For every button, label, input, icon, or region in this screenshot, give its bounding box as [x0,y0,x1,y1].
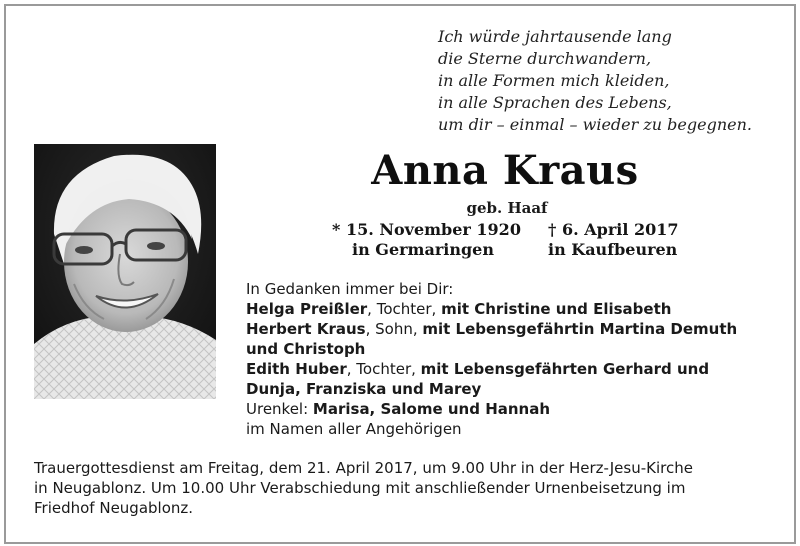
mourner-family: Dunja, Franziska und Marey [246,380,482,398]
mourner-line [246,319,776,339]
death-date: † 6. April 2017 [548,220,679,239]
poem-line: Ich würde jahrtausende lang [438,27,672,46]
mourner-line [246,339,776,359]
mourner-line [246,299,776,319]
great-grandchildren-label: Urenkel: [246,400,313,418]
great-grandchildren-names: Marisa, Salome und Hannah [312,400,551,418]
birth-info [332,220,521,260]
poem-line: um dir – einmal – wieder zu begegnen. [438,115,753,134]
mourner-relation: , Tochter, [367,300,442,318]
service-line: in Neugablonz. Um 10.00 Uhr Verabschiedung mit anschließender Urnenbeisetzung im [34,479,686,497]
mourners-intro: In Gedanken immer bei Dir: [246,280,454,298]
portrait-photo [34,144,216,399]
birth-date: * 15. November 1920 [332,220,521,239]
poem-line: in alle Sprachen des Lebens, [438,93,672,112]
deceased-name: Anna Kraus [371,147,639,194]
service-line: Trauergottesdienst am Freitag, dem 21. April 2017, um 9.00 Uhr in der Herz-Jesu-Kirche [34,459,693,477]
mourner-name: Herbert Kraus [246,320,366,338]
mourner-name: Helga Preißler [246,300,368,318]
mourner-family: und Christoph [246,340,366,358]
funeral-service-info [34,458,774,518]
mourner-relation: , Sohn, [365,320,423,338]
mourners-closing: im Namen aller Angehörigen [246,420,462,438]
mourner-family: mit Lebensgefährtin Martina Demuth [422,320,738,338]
service-line: Friedhof Neugablonz. [34,499,194,517]
mourner-relation: , Tochter, [346,360,421,378]
mourner-family: mit Lebensgefährten Gerhard und [420,360,710,378]
mourner-family: mit Christine und Elisabeth [441,300,672,318]
birth-place: in Germaringen [352,240,494,259]
death-place: in Kaufbeuren [548,240,678,259]
mourner-line [246,399,776,419]
death-info [548,220,679,260]
mourner-line [246,379,776,399]
poem [438,26,752,136]
poem-line: die Sterne durchwandern, [438,49,652,68]
mourner-name: Edith Huber [246,360,347,378]
mourners-list [246,279,776,439]
poem-line: in alle Formen mich kleiden, [438,71,670,90]
mourner-line [246,359,776,379]
maiden-name: geb. Haaf [466,199,548,217]
